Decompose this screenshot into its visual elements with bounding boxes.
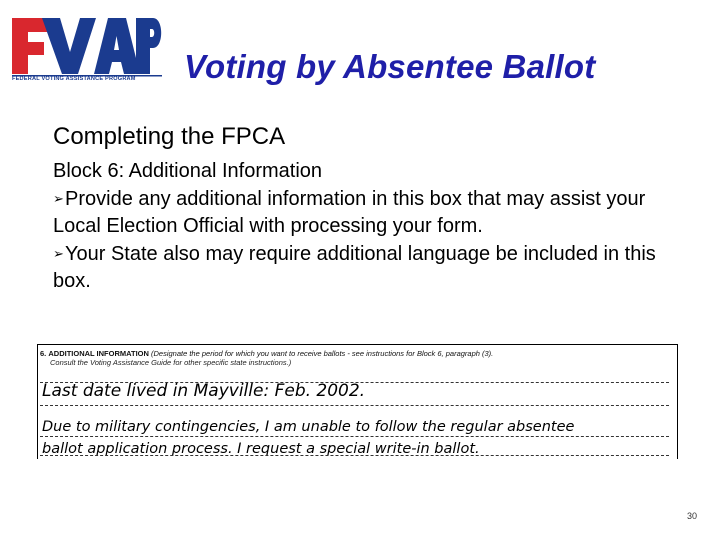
block-heading: Block 6: Additional Information [53,160,323,182]
form-block-note-2: Consult the Voting Assistance Guide for other specific state instructions.) [50,358,292,367]
arrow-bullet-icon: ➢ [53,247,64,262]
handwritten-line-2: Due to military contingencies, I am unable to follow the regular absentee [42,419,575,435]
logo-tagline: FEDERAL VOTING ASSISTANCE PROGRAM [12,76,136,82]
dashed-line [40,405,669,406]
form-header [38,345,677,358]
slide-title: Voting by Absentee Ballot [184,48,596,85]
slide-body [53,122,693,294]
bullet-1 [53,186,693,239]
dashed-line [40,455,669,456]
form-block-label: ADDITIONAL INFORMATION [48,349,149,358]
bullet-1-text: Provide any additional information in this box that may assist your Local Election Official with processing your form. [53,188,646,237]
dashed-line [40,436,669,437]
bullet-2 [53,241,693,294]
subtitle: Completing the FPCA [53,123,286,150]
arrow-bullet-icon: ➢ [53,192,64,207]
form-block-note: (Designate the period for which you want to receive ballots - see instructions for Block 6, paragraph (3). [151,349,494,358]
fvap-logo [8,12,164,88]
bullet-2-text: Your State also may require additional language be included in this box. [53,243,656,292]
fpca-block-6-sample [37,344,678,459]
handwritten-line-3: ballot application process. I request a special write-in ballot. [42,441,480,457]
page-number: 30 [687,511,698,521]
form-block-number: 6. [40,349,47,358]
handwritten-line-1: Last date lived in Mayville: Feb. 2002. [42,381,366,401]
